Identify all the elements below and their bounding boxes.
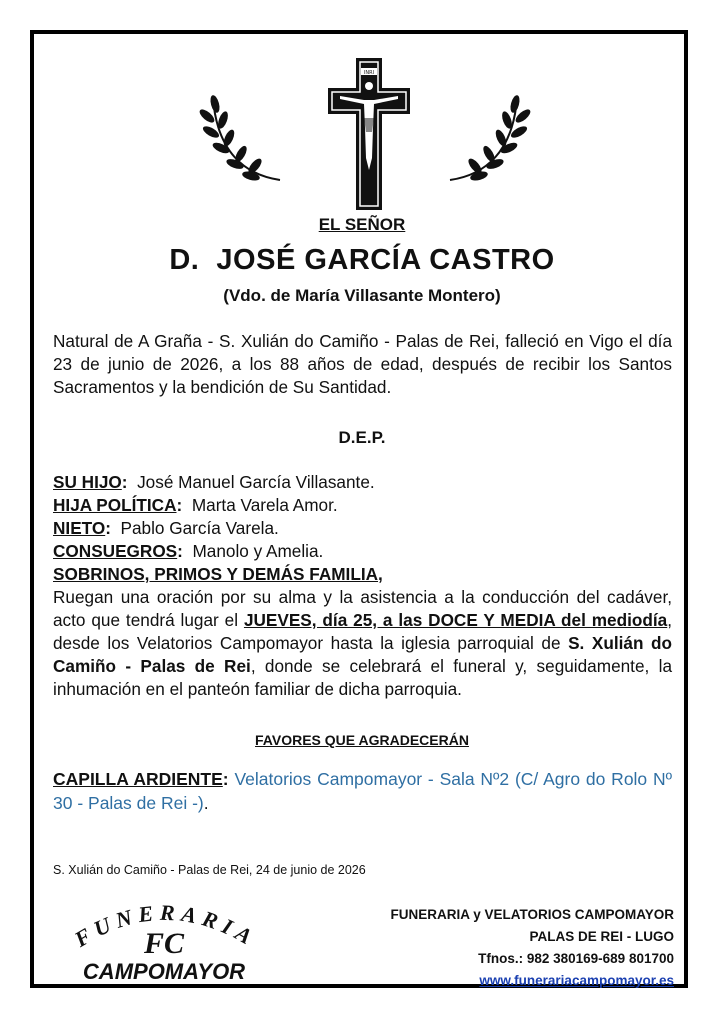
family-list <box>53 471 672 586</box>
dateline: S. Xulián do Camiño - Palas de Rei, 24 de junio de 2026 <box>53 863 366 877</box>
funeral-details-paragraph: Ruegan una oración por su alma y la asistencia a la conducción del cadáver, acto que tendrá lugar el JUEVES, día 25, a las DOCE Y MEDIA del mediodía, desde los Velatorios Campomayor hasta la iglesia parroquial de S. Xulián do Camiño - Palas de Rei, donde se celebrará el funeral y, seguidamente, la inhumación en el panteón familiar de dicha parroquia. <box>53 587 673 699</box>
family-line-daughter-in-law: HIJA POLÍTICA: Marta Varela Amor. <box>53 495 338 515</box>
widow-of: (Vdo. de María Villasante Montero) <box>223 286 501 305</box>
chapel-info: CAPILLA ARDIENTE: Velatorios Campomayor - Sala Nº2 (C/ Agro do Rolo Nº 30 - Palas de Rei -). <box>53 769 673 813</box>
family-line-in-laws: CONSUEGROS: Manolo y Amelia. <box>53 541 324 561</box>
cross-inri-label: INRI <box>363 70 375 76</box>
dep-label: D.E.P. <box>338 428 386 447</box>
contact-phones: Tfnos.: 982 380169-689 801700 <box>478 951 674 966</box>
funeraria-campomayor-logo <box>52 895 277 985</box>
contact-website-link[interactable]: www.funerariacampomayor.es <box>479 973 674 988</box>
funeral-time: JUEVES, día 25, a las DOCE Y MEDIA del mediodía <box>243 610 668 630</box>
favores-line: FAVORES QUE AGRADECERÁN <box>255 732 469 748</box>
logo-brand: CAMPOMAYOR <box>82 959 246 984</box>
church-location: S. Xulián do Camiño - Palas de Rei <box>53 633 673 676</box>
intro-paragraph: Natural de A Graña - S. Xulián do Camiño - Palas de Rei, falleció en Vigo el día 23 de junio de 2026, a los 88 años de edad, después de recibir los Santos Sacramentos y la bendición de Su Santidad. <box>53 331 672 397</box>
contact-place: PALAS DE REI - LUGO <box>529 929 674 944</box>
deceased-name: D. JOSÉ GARCÍA CASTRO <box>169 244 555 276</box>
chapel-address: Velatorios Campomayor - Sala Nº2 (C/ Agro do Rolo Nº 30 - Palas de Rei -) <box>53 769 673 813</box>
laurel-branch-left-icon <box>195 90 285 190</box>
crucifix-icon <box>328 58 410 210</box>
logo-arc-text: FUNERARIA <box>70 899 262 952</box>
laurel-branch-right-icon <box>445 90 535 190</box>
family-line-relatives: SOBRINOS, PRIMOS Y DEMÁS FAMILIA, <box>53 564 383 584</box>
heading: EL SEÑOR <box>318 215 406 234</box>
family-line-grandson: NIETO: Pablo García Varela. <box>53 518 279 538</box>
contact-block <box>390 904 674 992</box>
logo-monogram: FC <box>143 927 185 960</box>
family-line-son: SU HIJO: José Manuel García Villasante. <box>53 472 375 492</box>
contact-company: FUNERARIA y VELATORIOS CAMPOMAYOR <box>390 907 674 922</box>
